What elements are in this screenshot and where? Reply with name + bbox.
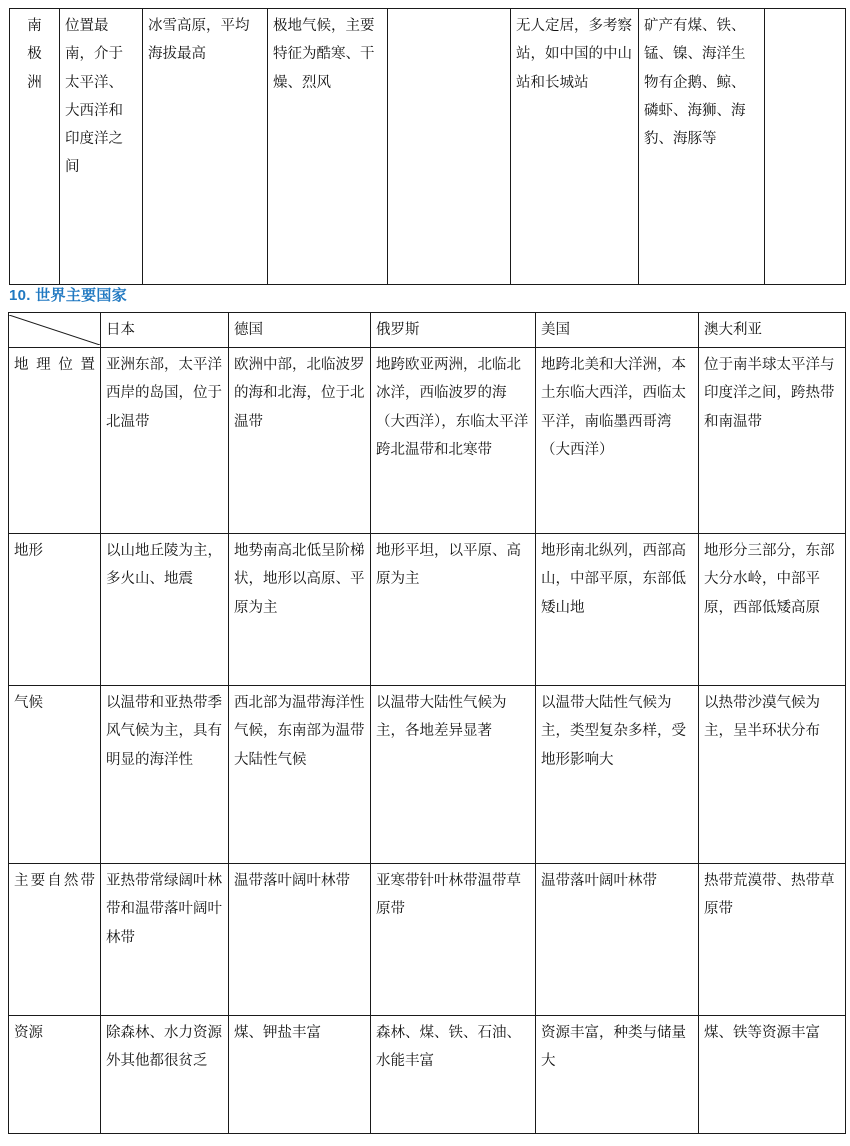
cell-germany-resources: 煤、钾盐丰富 — [229, 1016, 371, 1134]
continent-name-char: 洲 — [27, 74, 42, 91]
row-label-natural-zones: 主要自然带 — [9, 864, 101, 1016]
cell-usa-resources: 资源丰富，种类与储量大 — [536, 1016, 699, 1134]
cell-australia-climate: 以热带沙漠气候为主，呈半环状分布 — [699, 686, 846, 864]
country-header-japan: 日本 — [101, 313, 229, 348]
cell-usa-climate: 以温带大陆性气候为主，类型复杂多样，受地形影响大 — [536, 686, 699, 864]
cell-germany-terrain: 地势南高北低呈阶梯状，地形以高原、平原为主 — [229, 534, 371, 686]
continent-name-char: 南 — [27, 18, 42, 34]
continent-location-cell: 位置最南，介于太平洋、大西洋和印度洋之间 — [60, 9, 143, 285]
cell-australia-geographic-location: 位于南半球太平洋与印度洋之间，跨热带和南温带 — [699, 348, 846, 534]
cell-usa-natural-zones: 温带落叶阔叶林带 — [536, 864, 699, 1016]
cell-japan-climate: 以温带和亚热带季风气候为主，具有明显的海洋性 — [101, 686, 229, 864]
country-header-russia: 俄罗斯 — [371, 313, 536, 348]
cell-russia-resources: 森林、煤、铁、石油、水能丰富 — [371, 1016, 536, 1134]
diagonal-line-icon — [9, 315, 100, 345]
continent-empty-cell-1 — [388, 9, 511, 285]
continent-terrain-cell: 冰雪高原，平均海拔最高 — [143, 9, 268, 285]
row-label-resources: 资源 — [9, 1016, 101, 1134]
cell-japan-terrain: 以山地丘陵为主，多火山、地震 — [101, 534, 229, 686]
cell-russia-geographic-location: 地跨欧亚两洲，北临北冰洋，西临波罗的海（大西洋），东临太平洋跨北温带和北寒带 — [371, 348, 536, 534]
continent-population-cell: 无人定居，多考察站，如中国的中山站和长城站 — [511, 9, 639, 285]
continent-table-wrapper — [9, 8, 845, 285]
country-header-australia: 澳大利亚 — [699, 313, 846, 348]
cell-russia-climate: 以温带大陆性气候为主，各地差异显著 — [371, 686, 536, 864]
row-label-terrain: 地形 — [9, 534, 101, 686]
cell-germany-natural-zones: 温带落叶阔叶林带 — [229, 864, 371, 1016]
continent-climate-cell: 极地气候，主要特征为酷寒、干燥、烈风 — [268, 9, 388, 285]
table-row — [9, 864, 846, 1016]
table-row — [9, 348, 846, 534]
table-row — [10, 9, 846, 285]
country-header-germany: 德国 — [229, 313, 371, 348]
country-header-usa: 美国 — [536, 313, 699, 348]
country-table — [8, 312, 846, 1134]
continent-name-cell — [10, 9, 60, 285]
row-label-geographic-location: 地理位置 — [9, 348, 101, 534]
cell-japan-resources: 除森林、水力资源外其他都很贫乏 — [101, 1016, 229, 1134]
country-table-wrapper — [8, 312, 845, 1134]
section-heading: 10. 世界主要国家 — [9, 287, 128, 304]
continent-empty-cell-2 — [765, 9, 846, 285]
table-row — [9, 686, 846, 864]
cell-australia-terrain: 地形分三部分，东部大分水岭，中部平原，西部低矮高原 — [699, 534, 846, 686]
continent-name-char: 极 — [27, 46, 42, 63]
cell-russia-natural-zones: 亚寒带针叶林带温带草原带 — [371, 864, 536, 1016]
country-table-header-row — [9, 313, 846, 348]
table-row — [9, 534, 846, 686]
cell-usa-geographic-location: 地跨北美和大洋洲，本土东临大西洋，西临太平洋，南临墨西哥湾（大西洋） — [536, 348, 699, 534]
cell-usa-terrain: 地形南北纵列，西部高山，中部平原，东部低矮山地 — [536, 534, 699, 686]
cell-australia-natural-zones: 热带荒漠带、热带草原带 — [699, 864, 846, 1016]
row-label-climate: 气候 — [9, 686, 101, 864]
cell-germany-geographic-location: 欧洲中部，北临波罗的海和北海，位于北温带 — [229, 348, 371, 534]
continent-table — [9, 8, 846, 285]
cell-russia-terrain: 地形平坦，以平原、高原为主 — [371, 534, 536, 686]
cell-japan-geographic-location: 亚洲东部，太平洋西岸的岛国，位于北温带 — [101, 348, 229, 534]
corner-diagonal-cell — [9, 313, 101, 348]
continent-resources-cell: 矿产有煤、铁、锰、镍、海洋生物有企鹅、鲸、磷虾、海狮、海豹、海豚等 — [639, 9, 765, 285]
cell-japan-natural-zones: 亚热带常绿阔叶林带和温带落叶阔叶林带 — [101, 864, 229, 1016]
cell-germany-climate: 西北部为温带海洋性气候，东南部为温带大陆性气候 — [229, 686, 371, 864]
table-row — [9, 1016, 846, 1134]
cell-australia-resources: 煤、铁等资源丰富 — [699, 1016, 846, 1134]
